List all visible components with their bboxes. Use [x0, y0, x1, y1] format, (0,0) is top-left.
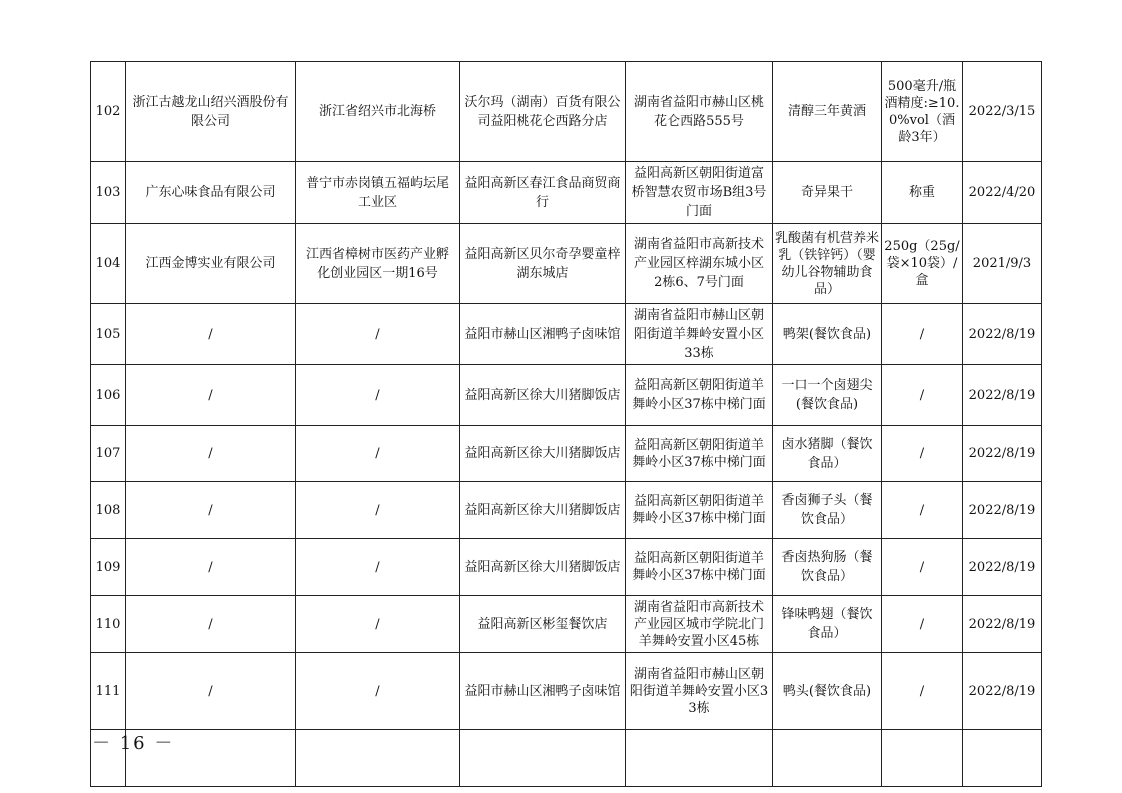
page-number: － 16 －	[92, 733, 175, 754]
product-name: 鸭头(餐饮食品)	[773, 653, 882, 730]
product-spec: /	[882, 426, 963, 482]
row-number: 103	[91, 162, 126, 224]
sampled-unit-name: 益阳高新区徐大川猪脚饭店	[460, 482, 626, 539]
row-number: 108	[91, 482, 126, 539]
sampled-unit-address: 湖南省益阳市高新技术产业园区梓湖东城小区2栋6、7号门面	[626, 224, 773, 304]
sampled-unit-address: 益阳高新区朝阳街道羊舞岭小区37栋中梯门面	[626, 482, 773, 539]
row-number: 105	[91, 304, 126, 365]
manufacturer-address	[296, 730, 460, 787]
manufacturer-name: /	[126, 426, 296, 482]
manufacturer-name: /	[126, 653, 296, 730]
manufacturer-address: /	[296, 304, 460, 365]
manufacturer-address: /	[296, 539, 460, 596]
product-spec: /	[882, 482, 963, 539]
table-row	[91, 730, 1042, 787]
sampled-unit-name: 益阳市赫山区湘鸭子卤味馆	[460, 304, 626, 365]
production-date: 2022/8/19	[963, 482, 1042, 539]
manufacturer-name: /	[126, 482, 296, 539]
product-spec: 称重	[882, 162, 963, 224]
row-number: 104	[91, 224, 126, 304]
manufacturer-name: /	[126, 539, 296, 596]
manufacturer-address: 江西省樟树市医药产业孵化创业园区一期16号	[296, 224, 460, 304]
sampled-unit-address: 湖南省益阳市赫山区朝阳街道羊舞岭安置小区33栋	[626, 653, 773, 730]
sampled-unit-name: 益阳高新区春江食品商贸商行	[460, 162, 626, 224]
table-row	[91, 365, 1042, 426]
manufacturer-name: 广东心味食品有限公司	[126, 162, 296, 224]
production-date: 2022/8/19	[963, 304, 1042, 365]
production-date: 2022/8/19	[963, 539, 1042, 596]
production-date: 2022/8/19	[963, 426, 1042, 482]
table-row	[91, 62, 1042, 162]
production-date: 2021/9/3	[963, 224, 1042, 304]
table-row	[91, 596, 1042, 653]
product-name: 乳酸菌有机营养米乳（铁锌钙）（婴幼儿谷物辅助食品）	[773, 224, 882, 304]
manufacturer-address: 普宁市赤岗镇五福屿坛尾工业区	[296, 162, 460, 224]
product-name: 清醇三年黄酒	[773, 62, 882, 162]
sampled-unit-name: 益阳高新区彬玺餐饮店	[460, 596, 626, 653]
production-date: 2022/3/15	[963, 62, 1042, 162]
table-row	[91, 539, 1042, 596]
table-row	[91, 653, 1042, 730]
production-date	[963, 730, 1042, 787]
sampled-unit-name: 益阳高新区徐大川猪脚饭店	[460, 426, 626, 482]
manufacturer-name: /	[126, 365, 296, 426]
manufacturer-name: 江西金博实业有限公司	[126, 224, 296, 304]
sampled-unit-name: 益阳市赫山区湘鸭子卤味馆	[460, 653, 626, 730]
sampled-unit-name	[460, 730, 626, 787]
manufacturer-address: /	[296, 596, 460, 653]
manufacturer-address: 浙江省绍兴市北海桥	[296, 62, 460, 162]
sampled-unit-address: 湖南省益阳市高新技术产业园区城市学院北门羊舞岭安置小区45栋	[626, 596, 773, 653]
product-spec: /	[882, 539, 963, 596]
row-number: 110	[91, 596, 126, 653]
product-spec: /	[882, 653, 963, 730]
sampled-unit-name: 益阳高新区贝尔奇孕婴童梓湖东城店	[460, 224, 626, 304]
product-spec: /	[882, 596, 963, 653]
product-name: 香卤狮子头（餐饮食品）	[773, 482, 882, 539]
product-spec: 250g（25g/袋×10袋）/盒	[882, 224, 963, 304]
sampled-unit-name: 益阳高新区徐大川猪脚饭店	[460, 539, 626, 596]
manufacturer-address: /	[296, 653, 460, 730]
manufacturer-address: /	[296, 482, 460, 539]
sampled-unit-address: 益阳高新区朝阳街道羊舞岭小区37栋中梯门面	[626, 426, 773, 482]
product-spec: /	[882, 304, 963, 365]
row-number: 107	[91, 426, 126, 482]
table-row	[91, 162, 1042, 224]
table-row	[91, 426, 1042, 482]
sampling-results-table	[90, 61, 1042, 787]
table-row	[91, 482, 1042, 539]
production-date: 2022/8/19	[963, 596, 1042, 653]
manufacturer-address: /	[296, 365, 460, 426]
row-number: 109	[91, 539, 126, 596]
row-number: 102	[91, 62, 126, 162]
production-date: 2022/8/19	[963, 365, 1042, 426]
row-number: 106	[91, 365, 126, 426]
manufacturer-address: /	[296, 426, 460, 482]
manufacturer-name: /	[126, 596, 296, 653]
product-name: 卤水猪脚（餐饮食品）	[773, 426, 882, 482]
sampled-unit-address: 益阳高新区朝阳街道富桥智慧农贸市场B组3号门面	[626, 162, 773, 224]
sampled-unit-address	[626, 730, 773, 787]
product-name: 锋味鸭翅（餐饮食品）	[773, 596, 882, 653]
product-name	[773, 730, 882, 787]
production-date: 2022/8/19	[963, 653, 1042, 730]
table-row	[91, 224, 1042, 304]
sampled-unit-address: 益阳高新区朝阳街道羊舞岭小区37栋中梯门面	[626, 539, 773, 596]
product-name: 香卤热狗肠（餐饮食品）	[773, 539, 882, 596]
product-spec	[882, 730, 963, 787]
row-number: 111	[91, 653, 126, 730]
sampled-unit-name: 沃尔玛（湖南）百货有限公司益阳桃花仑西路分店	[460, 62, 626, 162]
manufacturer-name: 浙江古越龙山绍兴酒股份有限公司	[126, 62, 296, 162]
table-row	[91, 304, 1042, 365]
product-name: 鸭架(餐饮食品)	[773, 304, 882, 365]
product-name: 一口一个卤翅尖(餐饮食品)	[773, 365, 882, 426]
sampled-unit-address: 湖南省益阳市赫山区朝阳街道羊舞岭安置小区33栋	[626, 304, 773, 365]
product-name: 奇异果干	[773, 162, 882, 224]
product-spec: /	[882, 365, 963, 426]
production-date: 2022/4/20	[963, 162, 1042, 224]
sampled-unit-address: 益阳高新区朝阳街道羊舞岭小区37栋中梯门面	[626, 365, 773, 426]
product-spec: 500毫升/瓶 酒精度:≥10.0%vol（酒龄3年）	[882, 62, 963, 162]
manufacturer-name: /	[126, 304, 296, 365]
sampled-unit-name: 益阳高新区徐大川猪脚饭店	[460, 365, 626, 426]
sampled-unit-address: 湖南省益阳市赫山区桃花仑西路555号	[626, 62, 773, 162]
